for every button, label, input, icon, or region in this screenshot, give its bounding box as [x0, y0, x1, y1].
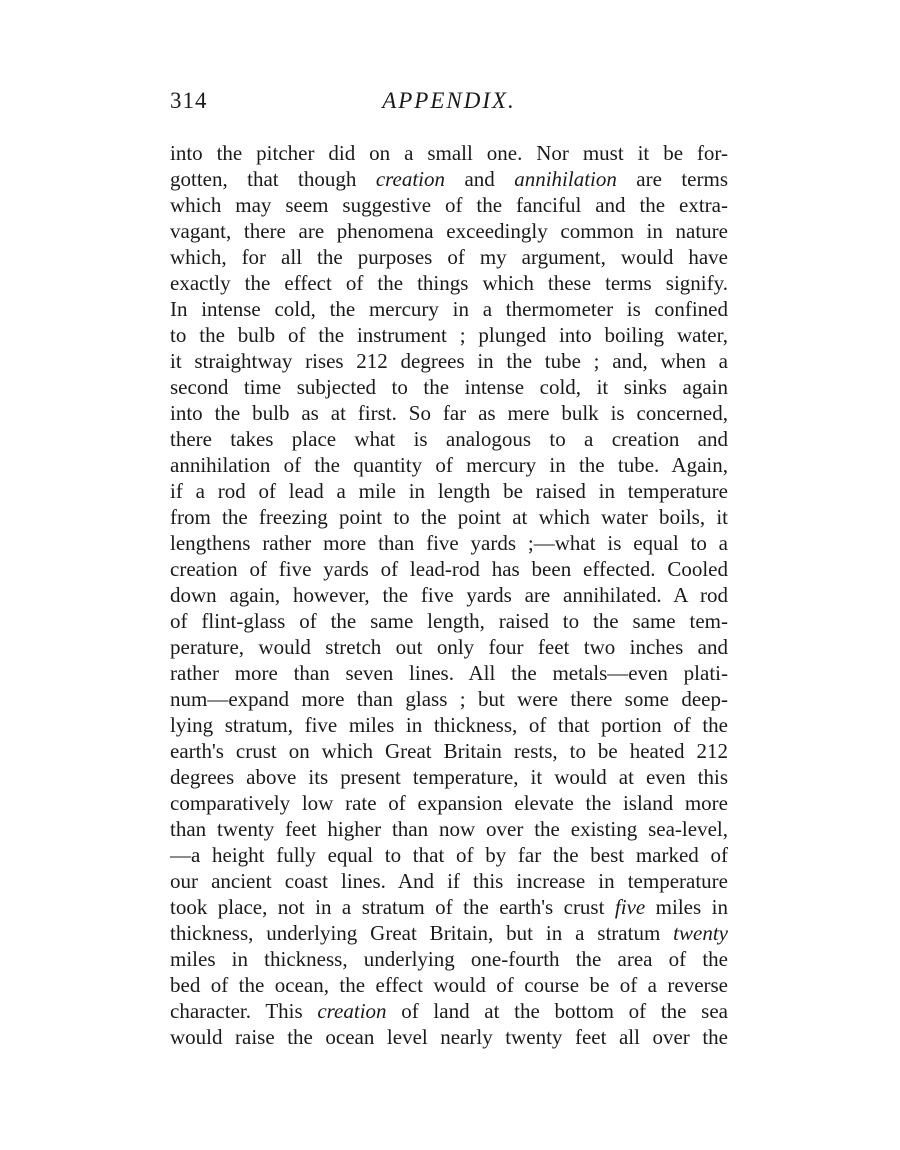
running-head: APPENDIX.: [382, 88, 516, 113]
text-segment: perature, would stretch out only four feet two inches and: [170, 635, 728, 659]
text-line: [170, 582, 728, 608]
text-line: [170, 686, 728, 712]
text-segment: if a rod of lead a mile in length be raised in temperature: [170, 479, 728, 503]
text-segment: it straightway rises 212 degrees in the tube ; and, when a: [170, 349, 728, 373]
text-line: [170, 946, 728, 972]
text-line: [170, 478, 728, 504]
text-line: [170, 920, 728, 946]
text-segment: our ancient coast lines. And if this increase in temperature: [170, 869, 728, 893]
text-segment: and: [445, 167, 515, 191]
text-line: [170, 244, 728, 270]
text-segment: num—expand more than glass ; but were there some deep-: [170, 687, 728, 711]
italic-text: annihilation: [514, 167, 617, 191]
text-segment: of flint-glass of the same length, raised to the same tem-: [170, 609, 728, 633]
text-line: [170, 452, 728, 478]
text-line: [170, 192, 728, 218]
italic-text: creation: [375, 167, 446, 191]
text-line: [170, 322, 728, 348]
text-segment: are terms: [616, 167, 728, 191]
text-line: [170, 816, 728, 842]
text-line: [170, 218, 728, 244]
text-segment: vagant, there are phenomena exceedingly common in nature: [170, 219, 728, 243]
text-line: [170, 634, 728, 660]
text-segment: annihilation of the quantity of mercury in the tube. Again,: [170, 453, 728, 477]
text-line: [170, 608, 728, 634]
text-segment: would raise the ocean level nearly twenty feet all over the: [170, 1025, 728, 1049]
text-line: [170, 660, 728, 686]
text-segment: lying stratum, five miles in thickness, of that portion of the: [170, 713, 728, 737]
text-segment: took place, not in a stratum of the earth's crust: [170, 895, 615, 919]
text-segment: degrees above its present temperature, it would at even this: [170, 765, 728, 789]
text-line: [170, 998, 728, 1024]
italic-text: five: [614, 895, 646, 919]
text-line: [170, 764, 728, 790]
text-segment: of land at the bottom of the sea: [386, 999, 728, 1023]
page-header: [170, 88, 728, 122]
text-line: [170, 374, 728, 400]
text-segment: into the bulb as at first. So far as mere bulk is concerned,: [170, 401, 728, 425]
text-segment: which may seem suggestive of the fanciful and the extra-: [170, 193, 728, 217]
text-segment: miles in thickness, underlying one-fourth the area of the: [170, 947, 728, 971]
text-line: [170, 426, 728, 452]
text-line: [170, 738, 728, 764]
text-segment: rather more than seven lines. All the metals—even plati-: [170, 661, 728, 685]
text-line: [170, 530, 728, 556]
text-segment: to the bulb of the instrument ; plunged into boiling water,: [170, 323, 728, 347]
text-segment: exactly the effect of the things which these terms signify.: [170, 271, 728, 295]
text-line: [170, 296, 728, 322]
text-line: [170, 972, 728, 998]
text-line: [170, 1024, 728, 1050]
italic-text: twenty: [673, 921, 728, 945]
text-segment: comparatively low rate of expansion elevate the island more: [170, 791, 728, 815]
text-line: [170, 400, 728, 426]
text-segment: miles in: [645, 895, 728, 919]
text-segment: earth's crust on which Great Britain rests, to be heated 212: [170, 739, 728, 763]
text-segment: lengthens rather more than five yards ;—what is equal to a: [170, 531, 728, 555]
text-line: [170, 504, 728, 530]
text-line: [170, 166, 728, 192]
text-segment: —a height fully equal to that of by far the best marked of: [170, 843, 728, 867]
text-line: [170, 556, 728, 582]
text-line: [170, 270, 728, 296]
text-line: [170, 790, 728, 816]
text-segment: creation of five yards of lead-rod has been effected. Cooled: [170, 557, 728, 581]
text-line: [170, 842, 728, 868]
text-line: [170, 348, 728, 374]
text-segment: which, for all the purposes of my argument, would have: [170, 245, 728, 269]
body-paragraph: [170, 140, 728, 1050]
text-segment: character. This: [170, 999, 318, 1023]
text-line: [170, 140, 728, 166]
text-segment: thickness, underlying Great Britain, but in a stratum: [170, 921, 674, 945]
text-segment: than twenty feet higher than now over the existing sea-level,: [170, 817, 728, 841]
text-segment: In intense cold, the mercury in a thermometer is confined: [170, 297, 728, 321]
text-line: [170, 868, 728, 894]
text-line: [170, 894, 728, 920]
italic-text: creation: [317, 999, 387, 1023]
text-segment: second time subjected to the intense cold, it sinks again: [170, 375, 728, 399]
text-segment: bed of the ocean, the effect would of course be of a reverse: [170, 973, 728, 997]
text-segment: into the pitcher did on a small one. Nor must it be for-: [170, 141, 728, 165]
text-segment: gotten, that though: [170, 167, 376, 191]
text-line: [170, 712, 728, 738]
text-segment: from the freezing point to the point at which water boils, it: [170, 505, 728, 529]
page-number: 314: [170, 88, 208, 113]
text-segment: there takes place what is analogous to a creation and: [170, 427, 728, 451]
text-segment: down again, however, the five yards are annihilated. A rod: [170, 583, 728, 607]
